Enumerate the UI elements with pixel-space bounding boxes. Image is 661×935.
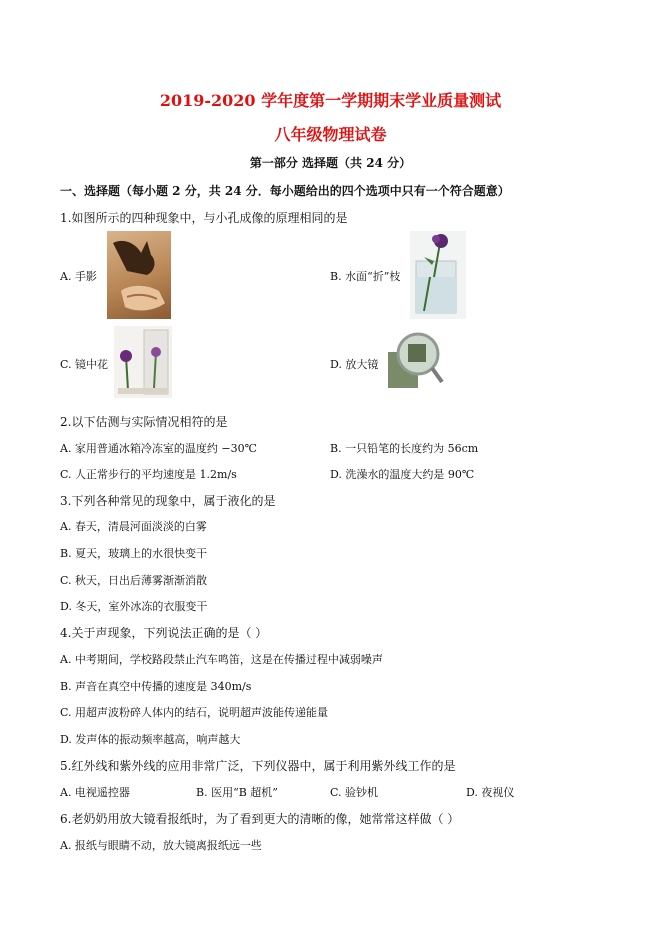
- flower-in-water-image: [410, 231, 466, 319]
- question-4-stem: 4.关于声现象，下列说法正确的是（ ）: [60, 626, 268, 640]
- hand-shadow-image: [107, 231, 171, 319]
- q2-option-a: A. 家用普通冰箱冷冻室的温度约 −30℃: [60, 442, 257, 455]
- q3-option-c: C. 秋天，日出后薄雾渐渐消散: [60, 574, 208, 587]
- q1-option-a: A. 手影: [60, 270, 97, 283]
- q4-option-c: C. 用超声波粉碎人体内的结石，说明超声波能传递能量: [60, 706, 329, 719]
- section-heading: 一、选择题（每小题 2 分，共 24 分．每小题给出的四个选项中只有一个符合题意）: [60, 184, 510, 198]
- q3-option-d: D. 冬天，室外冰冻的衣服变干: [60, 600, 208, 613]
- question-6-stem: 6.老奶奶用放大镜看报纸时，为了看到更大的清晰的像，她常常这样做（ ）: [60, 812, 460, 826]
- part-heading: 第一部分 选择题（共 24 分）: [249, 156, 412, 170]
- question-5-stem: 5.红外线和紫外线的应用非常广泛，下列仪器中，属于利用紫外线工作的是: [60, 759, 456, 773]
- q5-option-a: A. 电视遥控器: [60, 786, 130, 799]
- question-3-stem: 3.下列各种常见的现象中，属于液化的是: [60, 494, 276, 508]
- q2-option-d: D. 洗澡水的温度大约是 90℃: [330, 468, 475, 481]
- question-1-stem: 1.如图所示的四种现象中，与小孔成像的原理相同的是: [60, 211, 348, 225]
- magnifier-image: [386, 326, 444, 392]
- q5-option-c: C. 验钞机: [330, 786, 379, 799]
- q4-option-b: B. 声音在真空中传播的速度是 340m/s: [60, 680, 252, 693]
- q5-option-d: D. 夜视仪: [466, 786, 515, 799]
- q1-option-c: C. 镜中花: [60, 358, 109, 371]
- q1-option-d: D. 放大镜: [330, 358, 379, 371]
- q5-option-b: B. 医用“B 超机”: [196, 786, 278, 799]
- question-2-stem: 2.以下估测与实际情况相符的是: [60, 415, 228, 429]
- q3-option-a: A. 春天，清晨河面淡淡的白雾: [60, 520, 207, 533]
- q4-option-a: A. 中考期间，学校路段禁止汽车鸣笛，这是在传播过程中减弱噪声: [60, 653, 383, 666]
- q4-option-d: D. 发声体的振动频率越高，响声越大: [60, 733, 241, 746]
- exam-subtitle: 八年级物理试卷: [274, 125, 387, 144]
- q6-option-a: A. 报纸与眼睛不动，放大镜离报纸远一些: [60, 839, 262, 852]
- q2-option-c: C. 人正常步行的平均速度是 1.2m/s: [60, 468, 237, 481]
- q1-option-b: B. 水面“折”枝: [330, 270, 401, 283]
- exam-title: 2019-2020 学年度第一学期期末学业质量测试: [159, 91, 502, 110]
- q3-option-b: B. 夏天，玻璃上的水很快变干: [60, 547, 208, 560]
- mirror-flower-image: [114, 326, 172, 398]
- q2-option-b: B. 一只铅笔的长度约为 56cm: [330, 442, 479, 455]
